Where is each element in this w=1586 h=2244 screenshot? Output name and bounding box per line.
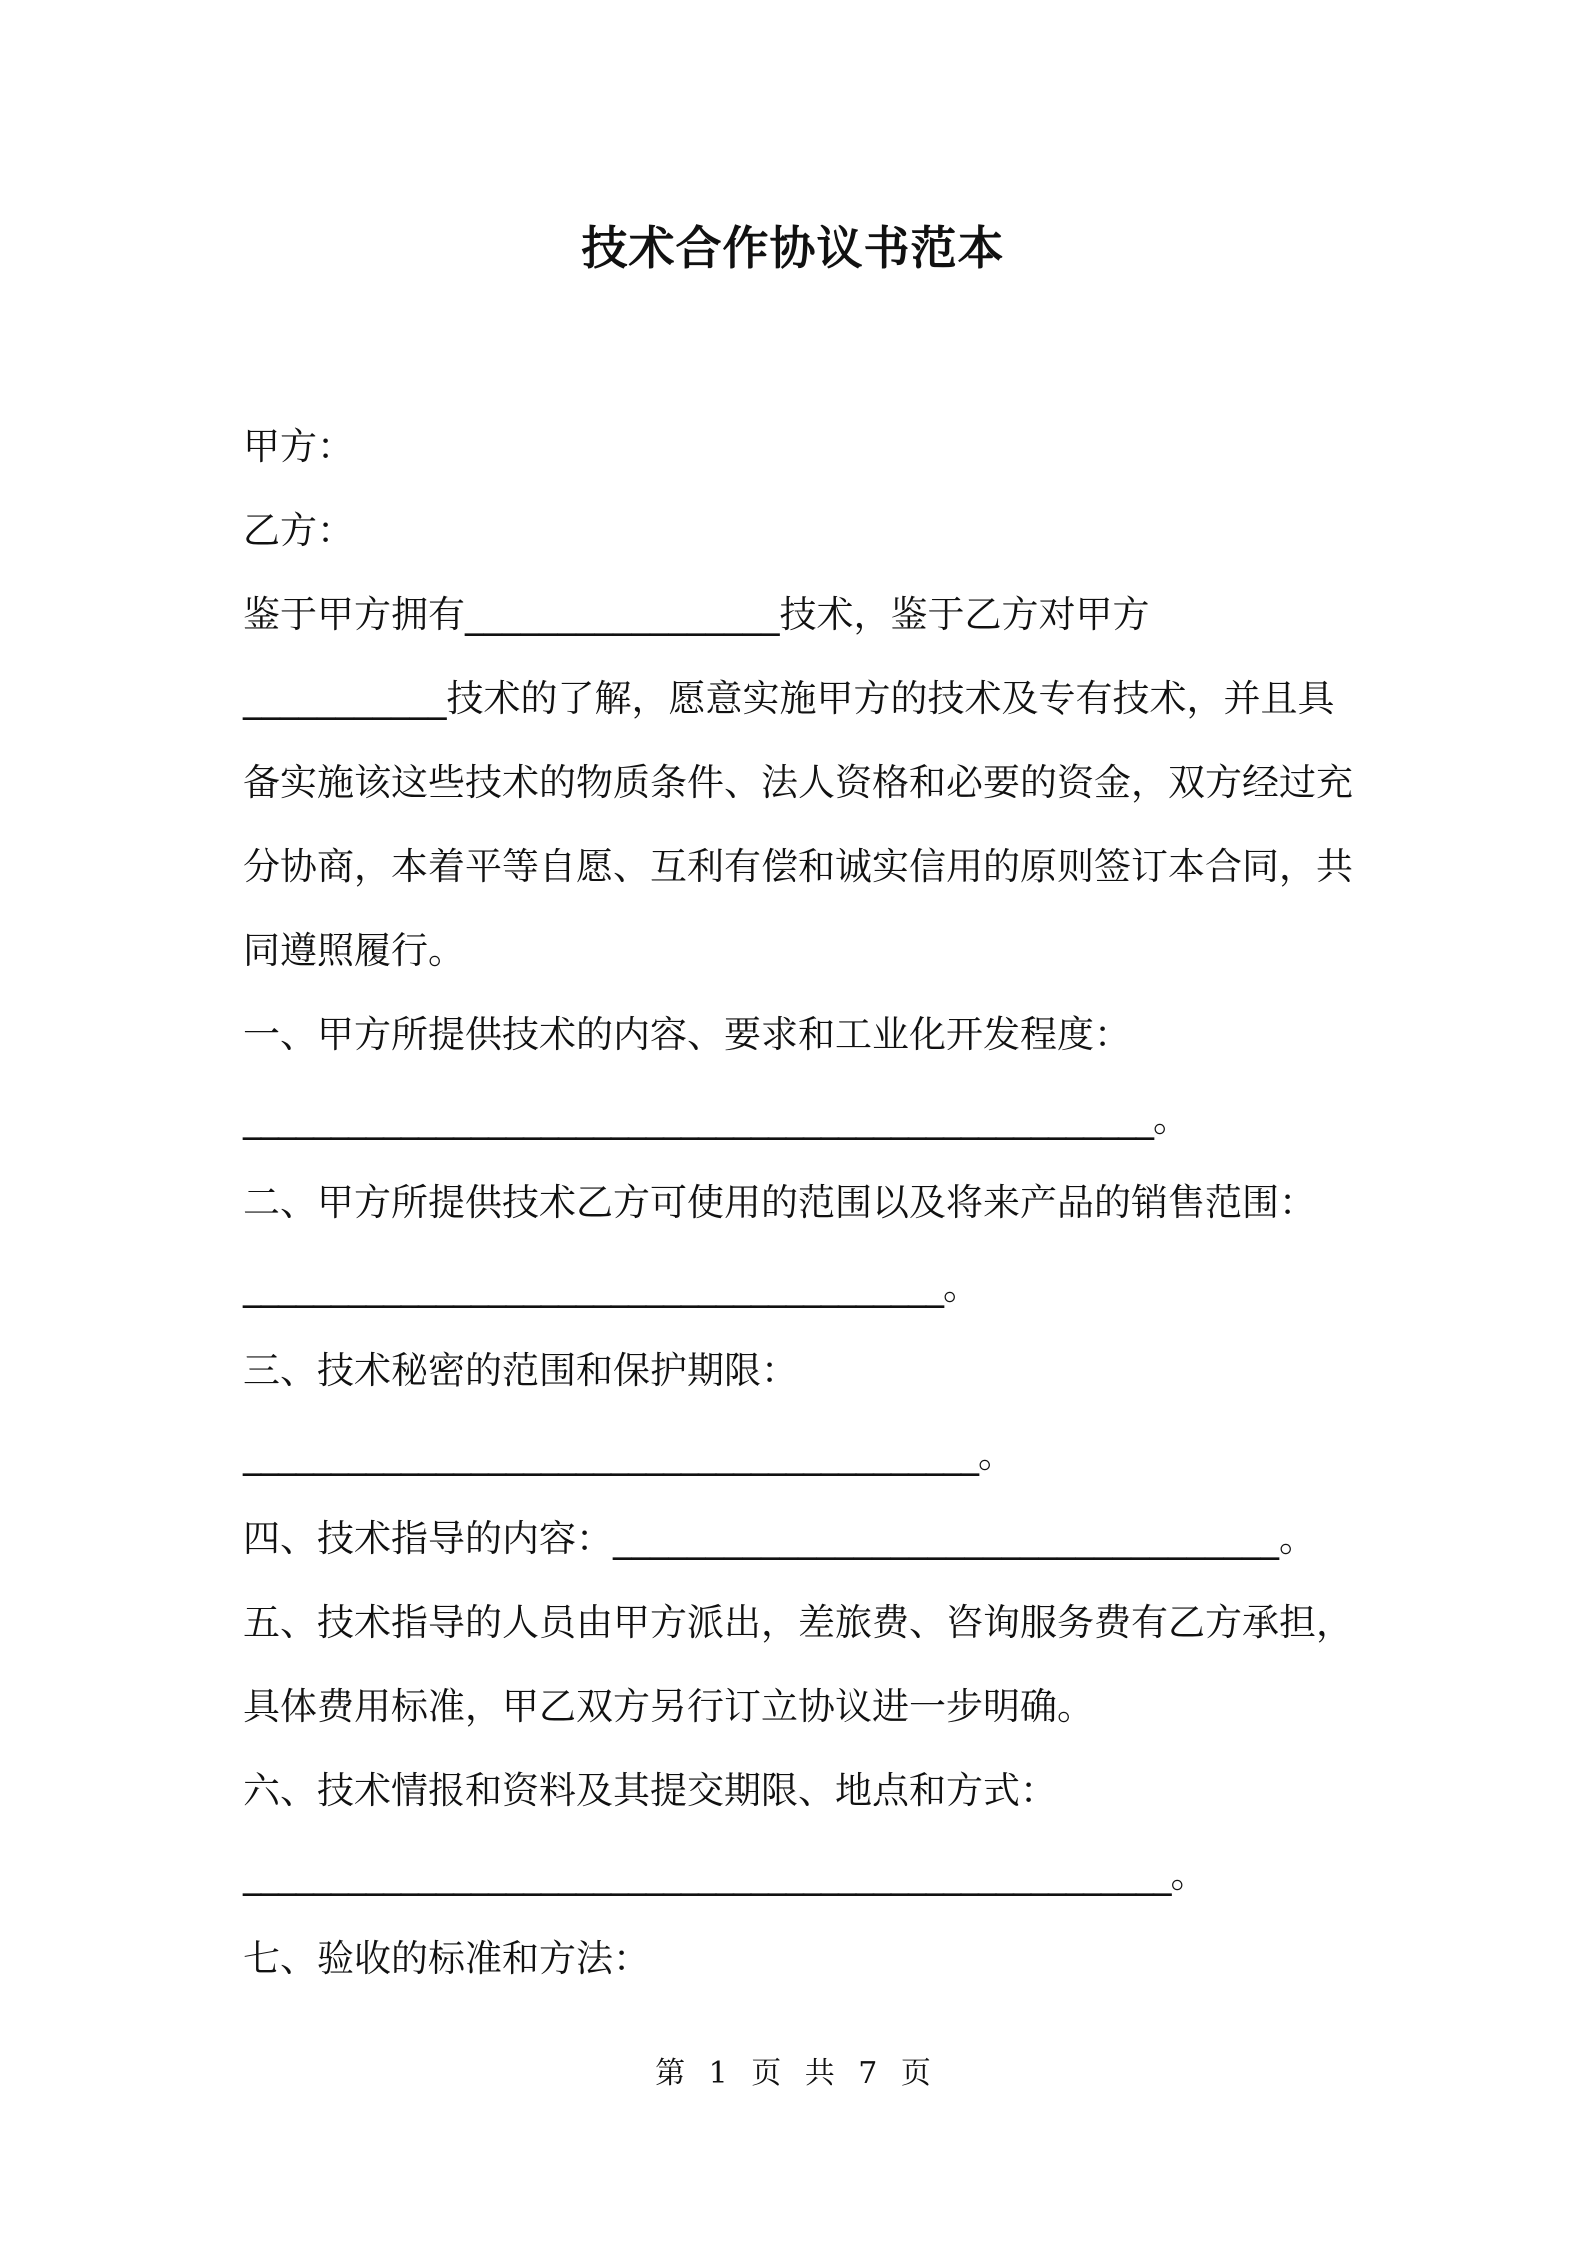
clause-7-heading: 七、验收的标准和方法：: [243, 1937, 650, 1980]
clause-6-heading: 六、技术情报和资料及其提交期限、地点和方式：: [243, 1769, 1057, 1812]
clause-2-heading: 二、甲方所提供技术乙方可使用的范围以及将来产品的销售范围：: [243, 1181, 1316, 1224]
party-a-line: 甲方：: [243, 425, 354, 468]
clause-5-line-1: 五、技术指导的人员由甲方派出，差旅费、咨询服务费有乙方承担，: [243, 1601, 1353, 1644]
party-b-line: 乙方：: [243, 509, 354, 552]
clause-3-blank: __________________________________________。: [243, 1433, 1014, 1476]
clause-2-blank: ________________________________________。: [243, 1265, 979, 1308]
page-number-footer: 第 1 页 共 7 页: [655, 2056, 931, 2091]
document-body: [243, 405, 1363, 2001]
clause-5-line-2: 具体费用标准，甲乙双方另行订立协议进一步明确。: [243, 1685, 1094, 1728]
clause-1-blank: ____________________________________________________。: [243, 1097, 1189, 1140]
clause-6-blank: _____________________________________________________。: [243, 1853, 1207, 1896]
preamble-line-1: 鉴于甲方拥有_________________技术，鉴于乙方对甲方: [243, 593, 1150, 636]
clause-1-heading: 一、甲方所提供技术的内容、要求和工业化开发程度：: [243, 1013, 1131, 1056]
clause-3-heading: 三、技术秘密的范围和保护期限：: [243, 1349, 798, 1392]
clause-4-line: 四、技术指导的内容：____________________________________。: [243, 1517, 1316, 1560]
preamble-line-5: 同遵照履行。: [243, 929, 465, 972]
document-title: 技术合作协议书范本: [581, 221, 1005, 275]
preamble-line-3: 备实施该这些技术的物质条件、法人资格和必要的资金，双方经过充: [243, 761, 1353, 804]
preamble-line-2: ___________技术的了解，愿意实施甲方的技术及专有技术，并且具: [243, 677, 1335, 720]
preamble-line-4: 分协商，本着平等自愿、互利有偿和诚实信用的原则签订本合同，共: [243, 845, 1353, 888]
